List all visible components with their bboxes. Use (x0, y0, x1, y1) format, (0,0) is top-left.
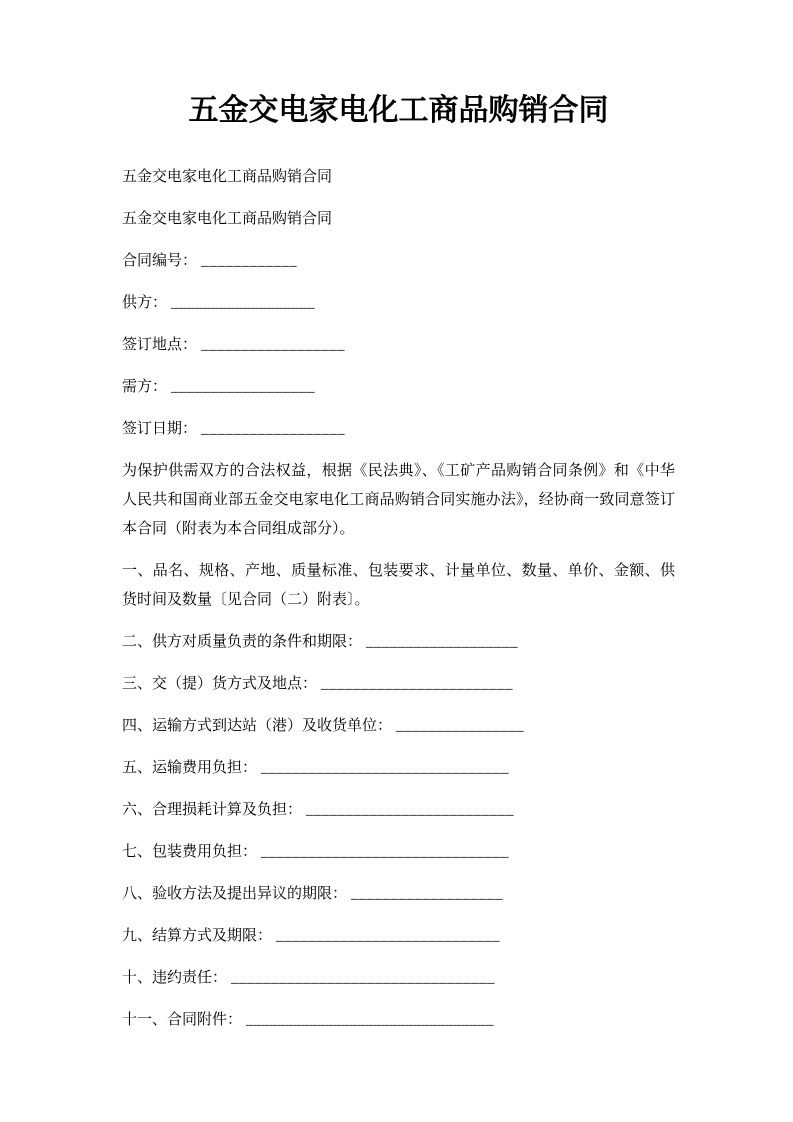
clause-6 (122, 796, 675, 825)
clause-2 (122, 628, 675, 657)
clause-4-blank: ________________ (396, 718, 525, 734)
clause-11-text: 十一、合同附件： (122, 1012, 243, 1028)
field-signing-place-label: 签订地点： (122, 337, 198, 353)
field-contract-number (122, 247, 675, 276)
document-title: 五金交电家电化工商品购销合同 (188, 94, 609, 127)
clause-7-blank: _______________________________ (261, 844, 510, 860)
clause-10-blank: _________________________________ (231, 970, 496, 986)
field-signing-date-label: 签订日期： (122, 421, 198, 437)
clause-2-text: 二、供方对质量负责的条件和期限： (122, 634, 363, 650)
field-signing-date-blank: __________________ (201, 421, 346, 437)
clause-5-text: 五、运输费用负担： (122, 760, 258, 776)
clause-8 (122, 880, 675, 909)
field-buyer-blank: __________________ (171, 379, 316, 395)
field-supplier (122, 289, 675, 318)
field-supplier-label: 供方： (122, 295, 168, 311)
clause-7-text: 七、包装费用负担： (122, 844, 258, 860)
field-supplier-blank: __________________ (171, 295, 316, 311)
clause-4-text: 四、运输方式到达站（港）及收货单位： (122, 718, 393, 734)
document-subtitle-1: 五金交电家电化工商品购销合同 (122, 169, 333, 185)
field-contract-number-label: 合同编号： (122, 253, 198, 269)
clause-1-text: 一、品名、规格、产地、质量标准、包装要求、计量单位、数量、单价、金额、供货时间及数量〔见合同（二）附表〕。 (122, 563, 675, 608)
field-signing-place (122, 331, 675, 360)
field-signing-date (122, 415, 675, 444)
clause-7 (122, 838, 675, 867)
clause-10 (122, 964, 675, 993)
clause-11 (122, 1006, 675, 1035)
clause-8-text: 八、验收方法及提出异议的期限： (122, 886, 348, 902)
clause-9-blank: ____________________________ (276, 928, 501, 944)
clause-9-text: 九、结算方式及期限： (122, 928, 273, 944)
field-contract-number-blank: ____________ (201, 253, 298, 269)
clause-4 (122, 712, 675, 741)
clause-3 (122, 670, 675, 699)
field-buyer (122, 373, 675, 402)
clause-3-blank: ________________________ (321, 676, 514, 692)
field-signing-place-blank: __________________ (201, 337, 346, 353)
clause-3-text: 三、交（提）货方式及地点： (122, 676, 318, 692)
document-subtitle-2: 五金交电家电化工商品购销合同 (122, 211, 333, 227)
clause-6-text: 六、合理损耗计算及负担： (122, 802, 303, 818)
clause-5-blank: _______________________________ (261, 760, 510, 776)
clause-8-blank: ___________________ (351, 886, 504, 902)
clause-2-blank: ___________________ (366, 634, 519, 650)
clause-10-text: 十、违约责任： (122, 970, 228, 986)
clause-11-blank: _______________________________ (246, 1012, 495, 1028)
preamble-paragraph: 为保护供需双方的合法权益，根据《民法典》、《工矿产品购销合同条例》和《中华人民共和国商业部五金交电家电化工商品购销合同实施办法》，经协商一致同意签订本合同（附表为本合同组成部分）。 (122, 463, 675, 537)
clause-9 (122, 922, 675, 951)
field-buyer-label: 需方： (122, 379, 168, 395)
clause-1 (122, 557, 675, 615)
clause-5 (122, 754, 675, 783)
clause-6-blank: __________________________ (306, 802, 515, 818)
